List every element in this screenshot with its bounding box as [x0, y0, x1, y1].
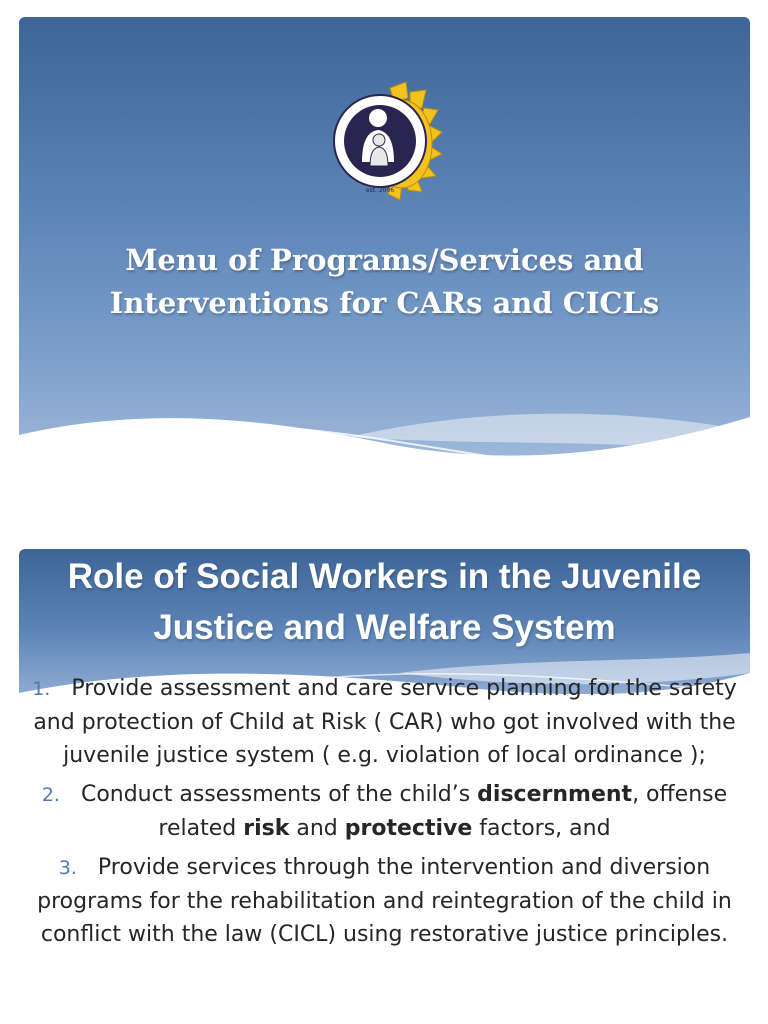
decorative-waves: [19, 387, 750, 484]
item-text: , offense related: [158, 782, 728, 841]
item-text: Provide services through the intervention and diversion programs for the rehabilitation and reintegration of the child in conflict with the law (CICL) using restorative justice principles.: [37, 855, 732, 947]
title-slide: [19, 17, 750, 484]
item-text-bold: protective: [344, 816, 473, 841]
item-text-bold: risk: [243, 816, 290, 841]
roles-list: [19, 672, 750, 957]
item-text: Provide assessment and care service planning for the safety and protection of Child at Risk ( CAR) who got involved with the juvenile justice system ( e.g. violation of local ordinance );: [33, 676, 737, 768]
item-number: 2.: [41, 784, 60, 806]
item-text-bold: discernment: [477, 782, 633, 807]
heading-line-1: Role of Social Workers in the Juvenile: [67, 557, 702, 596]
title-line-2: Interventions for CARs and CICLs: [109, 286, 660, 320]
title-line-1: Menu of Programs/Services and: [125, 243, 644, 277]
item-text: Conduct assessments of the child’s: [80, 782, 478, 807]
jjwc-seal-logo: [330, 80, 460, 202]
content-slide: [19, 549, 750, 1024]
title-slide-heading: [19, 239, 750, 325]
list-item: [19, 851, 750, 951]
list-item: [19, 672, 750, 772]
content-slide-heading: [19, 551, 750, 653]
item-text: factors, and: [472, 816, 611, 841]
svg-text:est. 2006: est. 2006: [365, 187, 395, 194]
item-number: 3.: [58, 857, 77, 879]
item-text: and: [289, 816, 345, 841]
heading-line-2: Justice and Welfare System: [153, 608, 616, 647]
item-number: 1.: [32, 678, 51, 700]
list-item: [19, 778, 750, 845]
